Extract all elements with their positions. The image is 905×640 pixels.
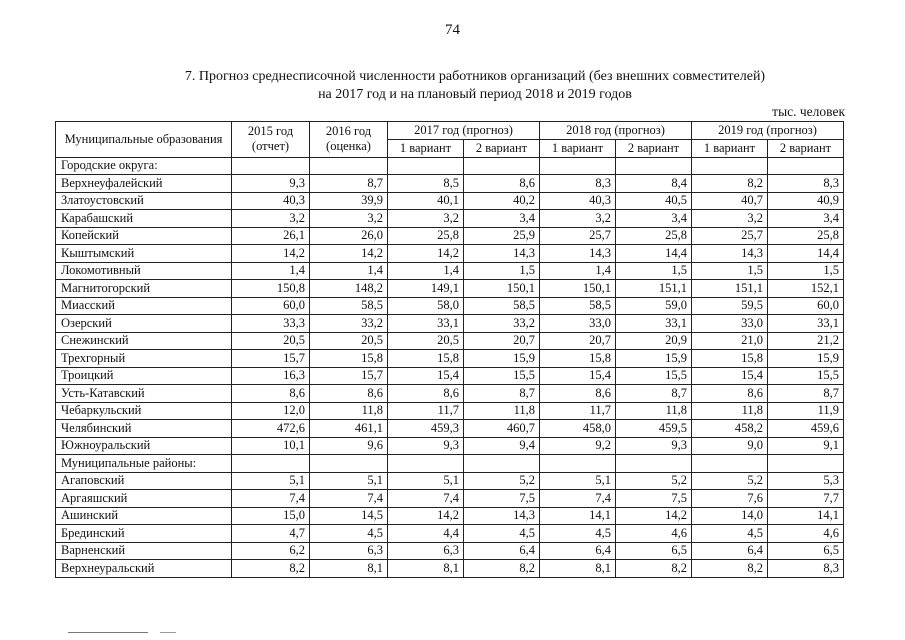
municipality-name: Агаповский bbox=[56, 472, 232, 490]
value-cell: 15,7 bbox=[232, 350, 310, 368]
value-cell: 8,2 bbox=[692, 175, 768, 193]
value-cell: 9,3 bbox=[388, 437, 464, 455]
table-row bbox=[56, 560, 844, 578]
value-cell: 8,6 bbox=[310, 385, 388, 403]
value-cell: 458,2 bbox=[692, 420, 768, 438]
value-cell: 3,4 bbox=[464, 210, 540, 228]
table-row bbox=[56, 542, 844, 560]
value-cell: 7,4 bbox=[232, 490, 310, 508]
value-cell: 1,4 bbox=[310, 262, 388, 280]
value-cell: 4,5 bbox=[540, 525, 616, 543]
table-row bbox=[56, 385, 844, 403]
municipality-name: Варненский bbox=[56, 542, 232, 560]
municipality-name: Златоустовский bbox=[56, 192, 232, 210]
value-cell: 14,3 bbox=[464, 507, 540, 525]
value-cell: 20,5 bbox=[310, 332, 388, 350]
empty-cell bbox=[540, 455, 616, 473]
table-row bbox=[56, 210, 844, 228]
value-cell: 4,7 bbox=[232, 525, 310, 543]
table-row bbox=[56, 227, 844, 245]
header-2017-variant-1: 1 вариант bbox=[388, 139, 464, 157]
table-row bbox=[56, 315, 844, 333]
header-2016 bbox=[310, 122, 388, 158]
value-cell: 4,5 bbox=[692, 525, 768, 543]
value-cell: 25,8 bbox=[388, 227, 464, 245]
value-cell: 58,5 bbox=[310, 297, 388, 315]
municipality-name: Копейский bbox=[56, 227, 232, 245]
value-cell: 459,6 bbox=[768, 420, 844, 438]
value-cell: 8,6 bbox=[540, 385, 616, 403]
empty-cell bbox=[464, 157, 540, 175]
value-cell: 40,2 bbox=[464, 192, 540, 210]
value-cell: 10,1 bbox=[232, 437, 310, 455]
value-cell: 1,4 bbox=[540, 262, 616, 280]
municipality-name: Верхнеуфалейский bbox=[56, 175, 232, 193]
value-cell: 15,9 bbox=[616, 350, 692, 368]
value-cell: 7,5 bbox=[616, 490, 692, 508]
value-cell: 149,1 bbox=[388, 280, 464, 298]
value-cell: 4,6 bbox=[616, 525, 692, 543]
empty-cell bbox=[616, 455, 692, 473]
value-cell: 8,7 bbox=[768, 385, 844, 403]
value-cell: 150,1 bbox=[540, 280, 616, 298]
value-cell: 14,3 bbox=[540, 245, 616, 263]
value-cell: 151,1 bbox=[692, 280, 768, 298]
value-cell: 8,1 bbox=[540, 560, 616, 578]
value-cell: 458,0 bbox=[540, 420, 616, 438]
unit-label: тыс. человек bbox=[772, 104, 845, 119]
value-cell: 14,1 bbox=[540, 507, 616, 525]
value-cell: 25,7 bbox=[692, 227, 768, 245]
header-2017: 2017 год (прогноз) bbox=[388, 122, 540, 140]
value-cell: 15,8 bbox=[310, 350, 388, 368]
municipality-name: Брединский bbox=[56, 525, 232, 543]
value-cell: 15,0 bbox=[232, 507, 310, 525]
value-cell: 33,1 bbox=[768, 315, 844, 333]
title-line-1: 7. Прогноз среднесписочной численности работников организаций (без внешних совместителей) bbox=[184, 69, 766, 84]
header-municipality: Муниципальные образования bbox=[56, 122, 232, 158]
value-cell: 8,3 bbox=[540, 175, 616, 193]
municipality-name: Кыштымский bbox=[56, 245, 232, 263]
value-cell: 5,1 bbox=[232, 472, 310, 490]
value-cell: 58,5 bbox=[540, 297, 616, 315]
value-cell: 15,8 bbox=[540, 350, 616, 368]
value-cell: 7,4 bbox=[540, 490, 616, 508]
value-cell: 12,0 bbox=[232, 402, 310, 420]
value-cell: 16,3 bbox=[232, 367, 310, 385]
header-2015-year: 2015 год bbox=[247, 124, 294, 139]
table-row bbox=[56, 437, 844, 455]
header-2019-variant-1: 1 вариант bbox=[692, 139, 768, 157]
value-cell: 1,5 bbox=[616, 262, 692, 280]
table-row bbox=[56, 472, 844, 490]
value-cell: 3,4 bbox=[616, 210, 692, 228]
municipality-name: Челябинский bbox=[56, 420, 232, 438]
table-row bbox=[56, 297, 844, 315]
value-cell: 15,9 bbox=[464, 350, 540, 368]
value-cell: 150,8 bbox=[232, 280, 310, 298]
value-cell: 8,6 bbox=[692, 385, 768, 403]
value-cell: 8,6 bbox=[464, 175, 540, 193]
municipality-name: Магнитогорский bbox=[56, 280, 232, 298]
value-cell: 20,5 bbox=[388, 332, 464, 350]
table-row bbox=[56, 507, 844, 525]
municipality-name: Троицкий bbox=[56, 367, 232, 385]
value-cell: 15,7 bbox=[310, 367, 388, 385]
value-cell: 15,8 bbox=[692, 350, 768, 368]
header-2018-variant-1: 1 вариант bbox=[540, 139, 616, 157]
header-2017-variant-2: 2 вариант bbox=[464, 139, 540, 157]
empty-cell bbox=[388, 455, 464, 473]
table-row bbox=[56, 350, 844, 368]
forecast-table bbox=[55, 121, 844, 578]
value-cell: 4,6 bbox=[768, 525, 844, 543]
value-cell: 8,4 bbox=[616, 175, 692, 193]
empty-cell bbox=[310, 157, 388, 175]
value-cell: 3,4 bbox=[768, 210, 844, 228]
municipality-name: Озерский bbox=[56, 315, 232, 333]
value-cell: 9,6 bbox=[310, 437, 388, 455]
value-cell: 5,2 bbox=[464, 472, 540, 490]
value-cell: 8,1 bbox=[388, 560, 464, 578]
value-cell: 9,3 bbox=[232, 175, 310, 193]
municipality-name: Южноуральский bbox=[56, 437, 232, 455]
value-cell: 15,4 bbox=[388, 367, 464, 385]
table-body bbox=[56, 157, 844, 577]
header-2019-variant-2: 2 вариант bbox=[768, 139, 844, 157]
value-cell: 1,4 bbox=[232, 262, 310, 280]
value-cell: 5,1 bbox=[540, 472, 616, 490]
table-row bbox=[56, 525, 844, 543]
value-cell: 148,2 bbox=[310, 280, 388, 298]
value-cell: 8,3 bbox=[768, 560, 844, 578]
value-cell: 9,2 bbox=[540, 437, 616, 455]
empty-cell bbox=[692, 455, 768, 473]
empty-cell bbox=[388, 157, 464, 175]
value-cell: 6,5 bbox=[768, 542, 844, 560]
empty-cell bbox=[232, 157, 310, 175]
value-cell: 21,0 bbox=[692, 332, 768, 350]
value-cell: 21,2 bbox=[768, 332, 844, 350]
value-cell: 14,2 bbox=[616, 507, 692, 525]
empty-cell bbox=[768, 455, 844, 473]
value-cell: 40,1 bbox=[388, 192, 464, 210]
value-cell: 40,3 bbox=[540, 192, 616, 210]
document-title bbox=[80, 68, 870, 104]
empty-cell bbox=[768, 157, 844, 175]
value-cell: 1,5 bbox=[464, 262, 540, 280]
section-label: Муниципальные районы: bbox=[56, 455, 232, 473]
value-cell: 33,2 bbox=[464, 315, 540, 333]
table-row bbox=[56, 490, 844, 508]
value-cell: 9,4 bbox=[464, 437, 540, 455]
empty-cell bbox=[232, 455, 310, 473]
municipality-name: Усть-Катавский bbox=[56, 385, 232, 403]
value-cell: 33,1 bbox=[616, 315, 692, 333]
value-cell: 472,6 bbox=[232, 420, 310, 438]
value-cell: 1,4 bbox=[388, 262, 464, 280]
value-cell: 150,1 bbox=[464, 280, 540, 298]
municipality-name: Аргаяшский bbox=[56, 490, 232, 508]
title-line-2: на 2017 год и на плановый период 2018 и 2019 годов bbox=[318, 87, 632, 102]
value-cell: 6,4 bbox=[692, 542, 768, 560]
value-cell: 11,8 bbox=[464, 402, 540, 420]
value-cell: 5,2 bbox=[616, 472, 692, 490]
value-cell: 459,5 bbox=[616, 420, 692, 438]
value-cell: 33,0 bbox=[692, 315, 768, 333]
value-cell: 3,2 bbox=[388, 210, 464, 228]
value-cell: 4,5 bbox=[310, 525, 388, 543]
value-cell: 15,9 bbox=[768, 350, 844, 368]
value-cell: 14,2 bbox=[232, 245, 310, 263]
value-cell: 33,2 bbox=[310, 315, 388, 333]
value-cell: 14,2 bbox=[310, 245, 388, 263]
value-cell: 459,3 bbox=[388, 420, 464, 438]
empty-cell bbox=[540, 157, 616, 175]
municipality-name: Снежинский bbox=[56, 332, 232, 350]
footer-mark bbox=[160, 632, 176, 633]
value-cell: 11,8 bbox=[616, 402, 692, 420]
value-cell: 25,8 bbox=[616, 227, 692, 245]
value-cell: 3,2 bbox=[232, 210, 310, 228]
table-row bbox=[56, 192, 844, 210]
value-cell: 8,7 bbox=[464, 385, 540, 403]
value-cell: 8,2 bbox=[232, 560, 310, 578]
section-row bbox=[56, 455, 844, 473]
header-2015 bbox=[232, 122, 310, 158]
municipality-name: Трехгорный bbox=[56, 350, 232, 368]
value-cell: 58,0 bbox=[388, 297, 464, 315]
value-cell: 8,7 bbox=[310, 175, 388, 193]
value-cell: 3,2 bbox=[692, 210, 768, 228]
value-cell: 8,7 bbox=[616, 385, 692, 403]
value-cell: 7,7 bbox=[768, 490, 844, 508]
value-cell: 14,2 bbox=[388, 507, 464, 525]
value-cell: 6,2 bbox=[232, 542, 310, 560]
value-cell: 15,5 bbox=[616, 367, 692, 385]
value-cell: 59,5 bbox=[692, 297, 768, 315]
value-cell: 40,3 bbox=[232, 192, 310, 210]
value-cell: 15,4 bbox=[540, 367, 616, 385]
municipality-name: Чебаркульский bbox=[56, 402, 232, 420]
value-cell: 20,9 bbox=[616, 332, 692, 350]
value-cell: 152,1 bbox=[768, 280, 844, 298]
value-cell: 14,3 bbox=[464, 245, 540, 263]
value-cell: 15,4 bbox=[692, 367, 768, 385]
value-cell: 33,0 bbox=[540, 315, 616, 333]
value-cell: 33,1 bbox=[388, 315, 464, 333]
value-cell: 25,8 bbox=[768, 227, 844, 245]
value-cell: 5,1 bbox=[388, 472, 464, 490]
value-cell: 58,5 bbox=[464, 297, 540, 315]
municipality-name: Верхнеуральский bbox=[56, 560, 232, 578]
value-cell: 6,4 bbox=[540, 542, 616, 560]
municipality-name: Локомотивный bbox=[56, 262, 232, 280]
value-cell: 7,6 bbox=[692, 490, 768, 508]
value-cell: 7,4 bbox=[388, 490, 464, 508]
header-2019: 2019 год (прогноз) bbox=[692, 122, 844, 140]
value-cell: 6,3 bbox=[310, 542, 388, 560]
value-cell: 8,6 bbox=[232, 385, 310, 403]
empty-cell bbox=[464, 455, 540, 473]
value-cell: 14,4 bbox=[768, 245, 844, 263]
value-cell: 1,5 bbox=[768, 262, 844, 280]
table-row bbox=[56, 245, 844, 263]
empty-cell bbox=[616, 157, 692, 175]
header-2018: 2018 год (прогноз) bbox=[540, 122, 692, 140]
page-number: 74 bbox=[445, 22, 460, 38]
municipality-name: Карабашский bbox=[56, 210, 232, 228]
value-cell: 11,7 bbox=[388, 402, 464, 420]
value-cell: 20,7 bbox=[540, 332, 616, 350]
value-cell: 3,2 bbox=[310, 210, 388, 228]
value-cell: 40,7 bbox=[692, 192, 768, 210]
value-cell: 9,3 bbox=[616, 437, 692, 455]
value-cell: 7,4 bbox=[310, 490, 388, 508]
value-cell: 1,5 bbox=[692, 262, 768, 280]
value-cell: 60,0 bbox=[232, 297, 310, 315]
value-cell: 5,3 bbox=[768, 472, 844, 490]
value-cell: 20,5 bbox=[232, 332, 310, 350]
value-cell: 6,3 bbox=[388, 542, 464, 560]
header-2018-variant-2: 2 вариант bbox=[616, 139, 692, 157]
value-cell: 11,9 bbox=[768, 402, 844, 420]
value-cell: 6,5 bbox=[616, 542, 692, 560]
value-cell: 8,1 bbox=[310, 560, 388, 578]
value-cell: 26,0 bbox=[310, 227, 388, 245]
value-cell: 3,2 bbox=[540, 210, 616, 228]
table-row bbox=[56, 280, 844, 298]
table-row bbox=[56, 367, 844, 385]
value-cell: 15,5 bbox=[768, 367, 844, 385]
value-cell: 8,3 bbox=[768, 175, 844, 193]
value-cell: 8,2 bbox=[464, 560, 540, 578]
value-cell: 460,7 bbox=[464, 420, 540, 438]
value-cell: 8,6 bbox=[388, 385, 464, 403]
header-2016-year: 2016 год bbox=[325, 124, 372, 139]
header-2015-note: (отчет) bbox=[251, 139, 290, 154]
value-cell: 33,3 bbox=[232, 315, 310, 333]
value-cell: 4,4 bbox=[388, 525, 464, 543]
header-row-1 bbox=[56, 122, 844, 140]
value-cell: 14,2 bbox=[388, 245, 464, 263]
value-cell: 40,9 bbox=[768, 192, 844, 210]
table-row bbox=[56, 402, 844, 420]
value-cell: 25,9 bbox=[464, 227, 540, 245]
value-cell: 59,0 bbox=[616, 297, 692, 315]
value-cell: 8,5 bbox=[388, 175, 464, 193]
value-cell: 8,2 bbox=[616, 560, 692, 578]
value-cell: 5,2 bbox=[692, 472, 768, 490]
table-row bbox=[56, 262, 844, 280]
value-cell: 14,4 bbox=[616, 245, 692, 263]
header-2016-note: (оценка) bbox=[326, 139, 371, 154]
value-cell: 9,1 bbox=[768, 437, 844, 455]
value-cell: 11,7 bbox=[540, 402, 616, 420]
value-cell: 20,7 bbox=[464, 332, 540, 350]
empty-cell bbox=[692, 157, 768, 175]
table-row bbox=[56, 420, 844, 438]
value-cell: 26,1 bbox=[232, 227, 310, 245]
table-row bbox=[56, 175, 844, 193]
value-cell: 461,1 bbox=[310, 420, 388, 438]
value-cell: 4,5 bbox=[464, 525, 540, 543]
empty-cell bbox=[310, 455, 388, 473]
value-cell: 15,8 bbox=[388, 350, 464, 368]
value-cell: 11,8 bbox=[692, 402, 768, 420]
value-cell: 8,2 bbox=[692, 560, 768, 578]
municipality-name: Миасский bbox=[56, 297, 232, 315]
value-cell: 11,8 bbox=[310, 402, 388, 420]
value-cell: 14,0 bbox=[692, 507, 768, 525]
value-cell: 40,5 bbox=[616, 192, 692, 210]
value-cell: 14,1 bbox=[768, 507, 844, 525]
value-cell: 151,1 bbox=[616, 280, 692, 298]
value-cell: 14,5 bbox=[310, 507, 388, 525]
value-cell: 14,3 bbox=[692, 245, 768, 263]
section-label: Городские округа: bbox=[56, 157, 232, 175]
value-cell: 39,9 bbox=[310, 192, 388, 210]
value-cell: 25,7 bbox=[540, 227, 616, 245]
value-cell: 60,0 bbox=[768, 297, 844, 315]
value-cell: 5,1 bbox=[310, 472, 388, 490]
municipality-name: Ашинский bbox=[56, 507, 232, 525]
section-row bbox=[56, 157, 844, 175]
value-cell: 9,0 bbox=[692, 437, 768, 455]
value-cell: 7,5 bbox=[464, 490, 540, 508]
footer-rule bbox=[68, 632, 148, 633]
value-cell: 6,4 bbox=[464, 542, 540, 560]
value-cell: 15,5 bbox=[464, 367, 540, 385]
table-row bbox=[56, 332, 844, 350]
